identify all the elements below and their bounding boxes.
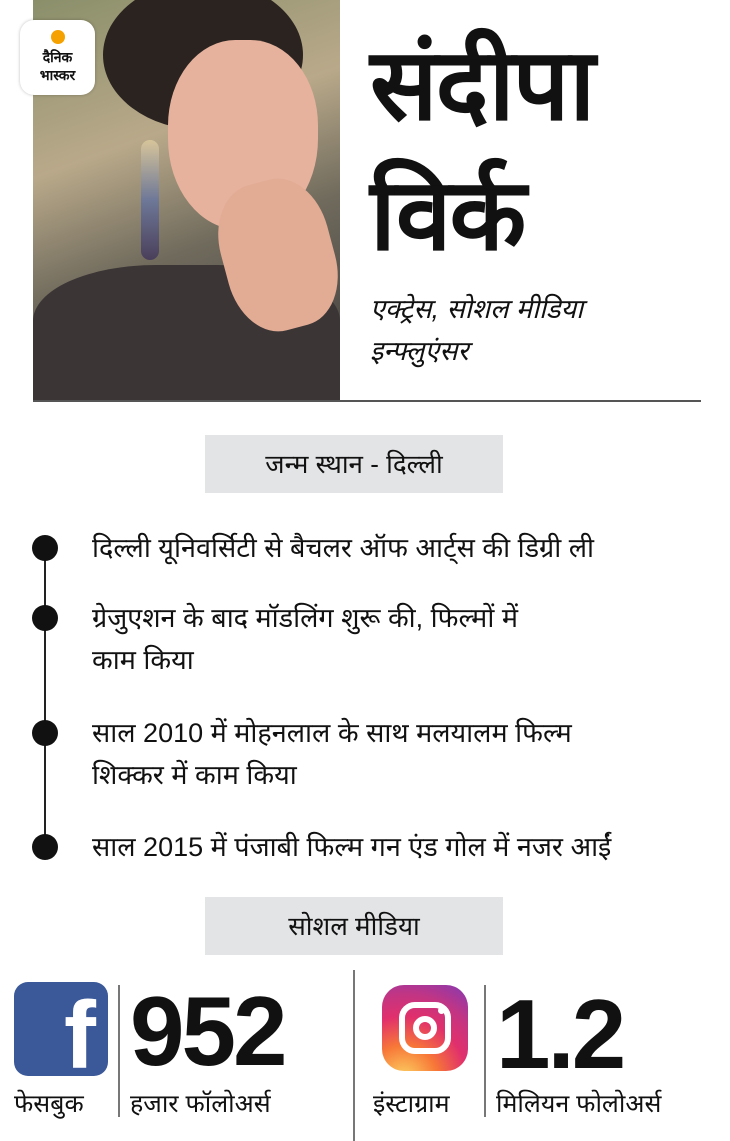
logo-line1: दैनिक [42, 49, 73, 65]
timeline-dot [32, 535, 58, 561]
profession-line1: एक्ट्रेस, सोशल मीडिया [370, 294, 584, 324]
fact-item: दिल्ली यूनिवर्सिटी से बैचलर ऑफ आर्ट्स की डिग्री ली [92, 533, 595, 563]
facebook-icon: f [14, 982, 108, 1076]
instagram-icon [382, 985, 468, 1071]
logo-line2: भास्कर [39, 67, 76, 83]
name-line2: विर्क [370, 159, 525, 271]
separator [484, 985, 486, 1117]
name-line1: संदीपा [370, 29, 594, 141]
social-media-heading: सोशल मीडिया [205, 897, 503, 955]
instagram-count: 1.2 [496, 979, 624, 1089]
facebook-unit: हजार फॉलोअर्स [130, 1090, 271, 1118]
facebook-label: फेसबुक [14, 1090, 84, 1118]
timeline-dot [32, 834, 58, 860]
instagram-label: इंस्टाग्राम [373, 1090, 450, 1118]
profession-line2: इन्फ्लुएंसर [370, 336, 469, 366]
divider [33, 400, 701, 402]
birthplace-label: जन्म स्थान - दिल्ली [205, 435, 503, 493]
separator [353, 970, 355, 1141]
timeline-line [44, 545, 46, 847]
sun-icon [51, 30, 65, 44]
timeline-dot [32, 605, 58, 631]
dainik-bhaskar-logo [20, 20, 95, 95]
fact-item: साल 2015 में पंजाबी फिल्म गन एंड गोल में नजर आईं [92, 832, 612, 862]
facebook-count: 952 [130, 976, 285, 1086]
fact-item: साल 2010 में मोहनलाल के साथ मलयालम फिल्म शिक्कर में काम किया [92, 718, 572, 790]
instagram-unit: मिलियन फोलोअर्स [496, 1090, 662, 1118]
separator [118, 985, 120, 1117]
fact-item: ग्रेजुएशन के बाद मॉडलिंग शुरू की, फिल्मों में काम किया [92, 603, 518, 675]
profession [370, 288, 700, 372]
timeline-dot [32, 720, 58, 746]
